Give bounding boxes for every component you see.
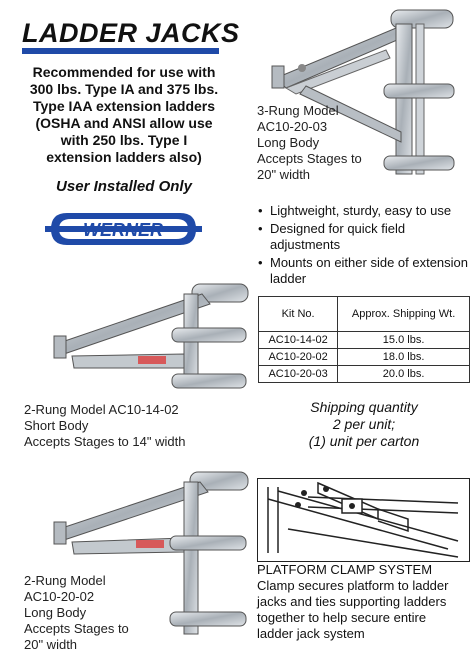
platform-clamp-line: Clamp secures platform to ladder <box>257 578 449 593</box>
platform-clamp-image <box>257 478 470 562</box>
platform-clamp-line: ladder jack system <box>257 626 365 641</box>
model-3-rung-caption <box>257 103 387 183</box>
caption-line: Accepts Stages to <box>257 151 362 166</box>
table-row <box>259 366 470 383</box>
ladder-jack-2-rung-short-image <box>52 272 252 392</box>
caption-line: 20" width <box>24 637 78 652</box>
platform-clamp-line: jacks and ties supporting ladders <box>257 594 447 609</box>
weight-cell: 15.0 lbs. <box>338 332 470 349</box>
title-underline <box>22 48 219 54</box>
feature-item: • Designed for quick field adjustments <box>258 221 468 253</box>
feature-item: • Lightweight, sturdy, easy to use <box>258 203 468 219</box>
recommendation-line: with 250 lbs. Type I <box>60 132 188 148</box>
table-header-row <box>259 297 470 332</box>
shipping-quantity-note <box>260 399 468 450</box>
shipping-quantity-line: (1) unit per carton <box>308 433 420 449</box>
kit-no-cell: AC10-20-03 <box>259 366 338 383</box>
werner-logo-text: WERNER <box>83 220 163 240</box>
werner-logo <box>45 209 202 249</box>
recommendation-line: extension ladders also) <box>46 149 202 165</box>
table-row <box>259 332 470 349</box>
caption-line: 2-Rung Model AC10-14-02 <box>24 402 179 417</box>
table-row <box>259 349 470 366</box>
recommendation-line: Type IAA extension ladders <box>32 98 216 114</box>
recommendation-text <box>8 64 240 166</box>
caption-line: Accepts Stages to 14" width <box>24 434 186 449</box>
caption-line: AC10-20-02 <box>24 589 95 604</box>
platform-clamp-description <box>257 562 472 642</box>
page-title: LADDER JACKS <box>22 18 240 48</box>
caption-line: Short Body <box>24 418 89 433</box>
user-installed-note: User Installed Only <box>56 178 192 195</box>
kit-no-cell: AC10-20-02 <box>259 349 338 366</box>
shipping-quantity-line: Shipping quantity <box>310 399 418 415</box>
feature-list <box>258 203 468 289</box>
shipping-weight-table <box>258 296 470 383</box>
feature-item: • Mounts on either side of extension ladder <box>258 255 468 287</box>
caption-line: AC10-20-03 <box>257 119 328 134</box>
caption-line: 20" width <box>257 167 311 182</box>
weight-cell: 18.0 lbs. <box>338 349 470 366</box>
caption-line: Long Body <box>24 605 87 620</box>
recommendation-line: (OSHA and ANSI allow use <box>35 115 213 131</box>
caption-line: 3-Rung Model <box>257 103 339 118</box>
shipping-wt-header: Approx. Shipping Wt. <box>338 297 470 332</box>
model-2-rung-long-caption <box>24 573 154 653</box>
kit-no-cell: AC10-14-02 <box>259 332 338 349</box>
caption-line: 2-Rung Model <box>24 573 106 588</box>
recommendation-line: Recommended for use with <box>32 64 216 80</box>
caption-line: Accepts Stages to <box>24 621 129 636</box>
shipping-quantity-line: 2 per unit; <box>332 416 396 432</box>
recommendation-line: 300 lbs. Type IA and 375 lbs. <box>29 81 219 97</box>
platform-clamp-line: together to help secure entire <box>257 610 427 625</box>
kit-no-header: Kit No. <box>259 297 338 332</box>
model-2-rung-short-caption <box>24 402 244 450</box>
platform-clamp-title: PLATFORM CLAMP SYSTEM <box>257 562 433 577</box>
weight-cell: 20.0 lbs. <box>338 366 470 383</box>
caption-line: Long Body <box>257 135 320 150</box>
